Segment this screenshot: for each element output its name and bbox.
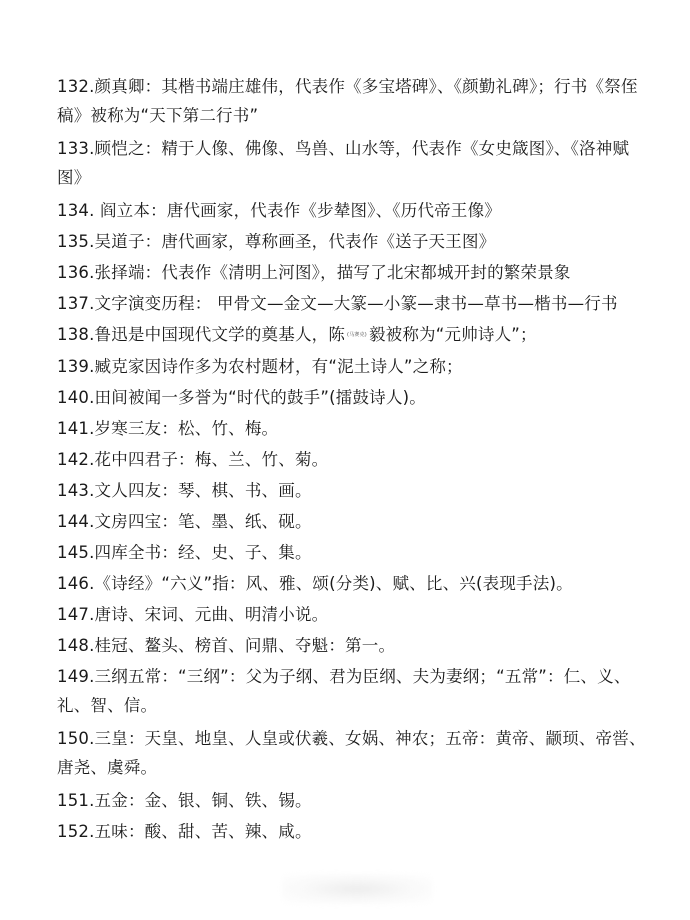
list-item-140: 140.田间被闻一多誉为“时代的鼓手”(擂鼓诗人)。 [57,388,426,407]
list-item-137: 137.文字演变历程： 甲骨文—金文—大篆—小篆—隶书—草书—楷书—行书 [57,294,618,313]
list-item-142: 142.花中四君子：梅、兰、竹、菊。 [57,450,329,469]
list-item-138-text-after: 毅被称为“元帅诗人”； [368,325,537,344]
list-item-152: 152.五味：酸、甜、苦、辣、咸。 [57,822,312,841]
list-item-135: 135.吴道子：唐代画家，尊称画圣，代表作《送子天王图》 [57,232,496,251]
list-item-149: 149.三纲五常：“三纲”：父为子纲、君为臣纲、夫为妻纲；“五常”：仁、义、礼、智、信。 [57,667,631,715]
list-item-138-text-before: 138.鲁迅是中国现代文学的奠基人，陈 [57,325,346,344]
list-item-133: 133.顾恺之：精于人像、佛像、鸟兽、山水等，代表作《女史箴图》、《洛神赋图》 [57,139,630,187]
list-item-138 [57,320,647,350]
list-item-143: 143.文人四友：琴、棋、书、画。 [57,481,312,500]
list-item-150: 150.三皇：天皇、地皇、人皇或伏羲、女娲、神农；五帝：黄帝、颛顼、帝喾、唐尧、虞舜。 [57,729,646,777]
list-item-144: 144.文房四宝：笔、墨、纸、砚。 [57,512,312,531]
list-item-139: 139.臧克家因诗作多为农村题材，有“泥土诗人”之称； [57,357,463,376]
list-item-138-note: (马赛克) [347,332,367,338]
list-item-141: 141.岁寒三友：松、竹、梅。 [57,419,279,438]
list-item-146: 146.《诗经》“六义”指：风、雅、颂(分类)、赋、比、兴(表现手法)。 [57,574,573,593]
list-item-148: 148.桂冠、鳌头、榜首、问鼎、夺魁：第一。 [57,636,396,655]
list-item-151: 151.五金：金、银、铜、铁、锡。 [57,791,312,810]
list-item-132: 132.颜真卿：其楷书端庄雄伟，代表作《多宝塔碑》、《颜勤礼碑》；行书《祭侄稿》被称为“天下第二行书” [57,77,638,125]
list-item-145: 145.四库全书：经、史、子、集。 [57,543,312,562]
list-item-134: 134. 阎立本：唐代画家，代表作《步辇图》、《历代帝王像》 [57,201,501,220]
list-item-147: 147.唐诗、宋词、元曲、明清小说。 [57,605,329,624]
bottom-smudge [282,874,432,904]
list-item-136: 136.张择端：代表作《清明上河图》，描写了北宋都城开封的繁荣景象 [57,263,571,282]
knowledge-list [57,72,647,848]
